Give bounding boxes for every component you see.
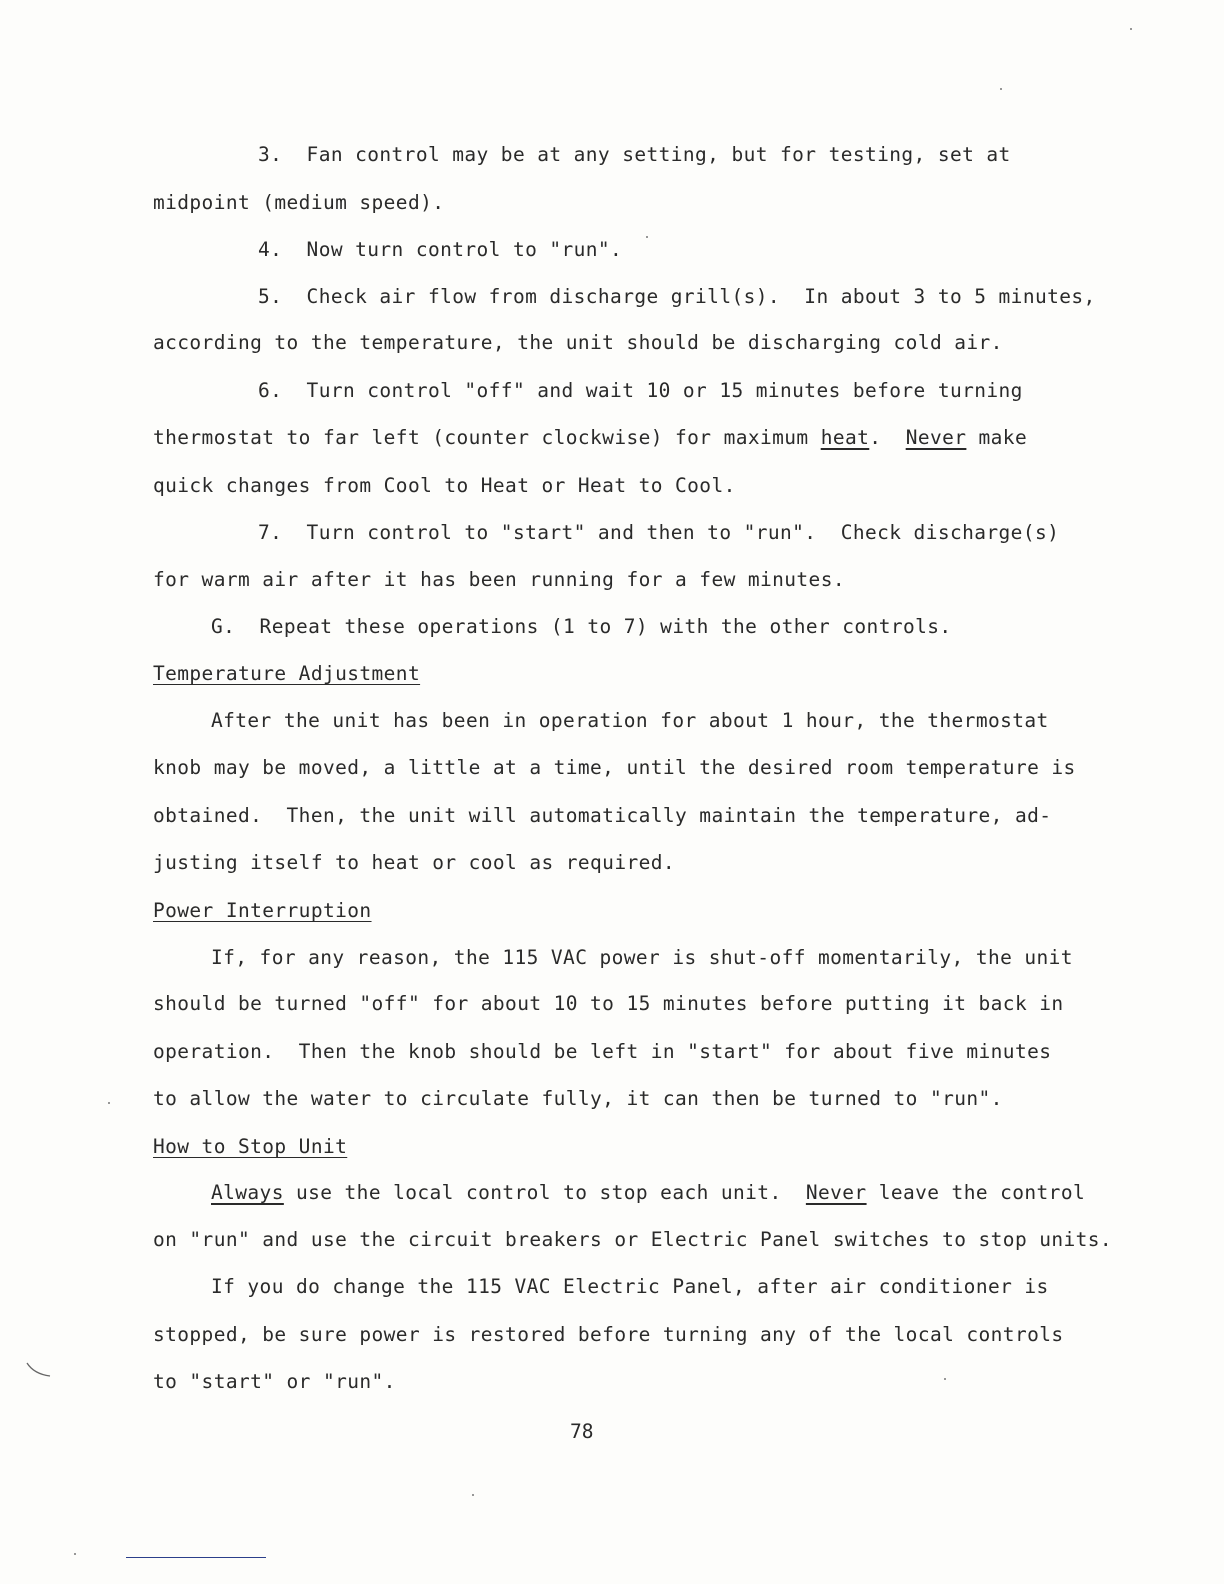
scan-speck [944,1378,946,1380]
emphasis-always: Always [211,1181,284,1204]
how-to-stop-text-a: use the local control to stop each unit. [283,1181,806,1204]
step-6-line-1: 6. Turn control "off" and wait 10 or 15 minutes before turning [258,379,1023,402]
temperature-adjustment-line-2: knob may be moved, a little at a time, until the desired room temperature is [153,756,1076,779]
how-to-stop-line-5: to "start" or "run". [153,1370,396,1393]
step-3-line-2: midpoint (medium speed). [153,191,445,214]
how-to-stop-line-1 [211,1181,1085,1205]
temperature-adjustment-line-1: After the unit has been in operation for about 1 hour, the thermostat [211,709,1049,732]
scan-speck [1130,28,1132,30]
heading-temperature-adjustment-text: Temperature Adjustment [153,662,421,685]
power-interruption-line-2: should be turned "off" for about 10 to 15 minutes before putting it back in [153,992,1064,1015]
page-number: 78 [570,1420,594,1443]
step-6-line-2 [153,426,1027,450]
how-to-stop-text-b: leave the control [866,1181,1086,1204]
scan-speck [74,1553,76,1555]
emphasis-heat: heat [820,426,870,449]
scan-speck [1000,88,1002,90]
power-interruption-line-3: operation. Then the knob should be left in "start" for about five minutes [153,1040,1052,1063]
scan-speck [646,236,648,238]
heading-temperature-adjustment [153,662,420,686]
heading-how-to-stop-unit [153,1135,347,1159]
how-to-stop-line-2: on "run" and use the circuit breakers or Electric Panel switches to stop units. [153,1228,1113,1251]
how-to-stop-line-3: If you do change the 115 VAC Electric Panel, after air conditioner is [211,1275,1049,1298]
scan-speck [108,1102,110,1104]
step-7-line-1: 7. Turn control to "start" and then to "run". Check discharge(s) [258,521,1060,544]
step-6-text-c: make [966,426,1028,449]
power-interruption-line-1: If, for any reason, the 115 VAC power is shut-off momentarily, the unit [211,946,1073,969]
scan-speck [472,1494,474,1496]
emphasis-never-2: Never [805,1181,867,1204]
step-6-line-3: quick changes from Cool to Heat or Heat to Cool. [153,474,736,497]
step-6-text-a: thermostat to far left (counter clockwise) for maximum [153,426,821,449]
step-5-line-1: 5. Check air flow from discharge grill(s). In about 3 to 5 minutes, [258,285,1096,308]
step-g-line-1: G. Repeat these operations (1 to 7) with the other controls. [211,615,952,638]
temperature-adjustment-line-4: justing itself to heat or cool as required. [153,851,676,874]
heading-power-interruption-text: Power Interruption [153,899,372,922]
footnote-rule [126,1557,266,1558]
step-4-line-1: 4. Now turn control to "run". [258,238,623,261]
temperature-adjustment-line-3: obtained. Then, the unit will automatically maintain the temperature, ad- [153,804,1052,827]
heading-power-interruption [153,899,372,923]
heading-how-to-stop-unit-text: How to Stop Unit [153,1135,348,1158]
how-to-stop-line-4: stopped, be sure power is restored before turning any of the local controls [153,1323,1064,1346]
scan-mark [26,1362,52,1378]
emphasis-never: Never [905,426,967,449]
step-7-line-2: for warm air after it has been running for a few minutes. [153,568,845,591]
step-3-line-1: 3. Fan control may be at any setting, but for testing, set at [258,143,1011,166]
step-6-text-b: . [869,426,906,449]
step-5-line-2: according to the temperature, the unit should be discharging cold air. [153,331,1003,354]
power-interruption-line-4: to allow the water to circulate fully, it can then be turned to "run". [153,1087,1003,1110]
